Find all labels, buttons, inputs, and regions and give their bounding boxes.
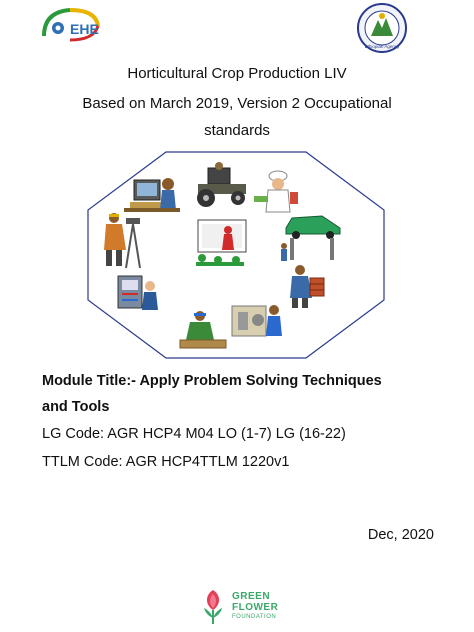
agency-seal-logo: [356, 2, 408, 54]
module-title-line-2: and Tools: [42, 399, 110, 415]
title-line-1: Horticultural Crop Production LIV: [127, 65, 347, 82]
seal-text: Ethiopian Agency: [364, 44, 400, 49]
machinist-icon: [232, 305, 282, 336]
lg-code: LG Code: AGR HCP4 M04 LO (1-7) LG (16-22): [42, 426, 346, 442]
ehe-logo: [40, 6, 102, 42]
ttlm-code: TTLM Code: AGR HCP4TTLM 1220v1: [42, 454, 290, 470]
footer-logo-line-1: GREEN: [232, 591, 271, 602]
footer-logo-line-3: FOUNDATION: [232, 614, 277, 620]
occupations-illustration: [86, 150, 386, 360]
teacher-icon: [196, 220, 246, 266]
document-date: Dec, 2020: [367, 527, 434, 543]
green-flower-foundation-logo: [198, 584, 284, 628]
footer-logo-line-2: FLOWER: [232, 602, 279, 613]
ehe-logo-text: EHE: [70, 21, 99, 37]
title-line-3: standards: [204, 122, 270, 139]
module-title-line-1: Module Title:- Apply Problem Solving Techniques: [42, 373, 382, 389]
title-line-2: Based on March 2019, Version 2 Occupational: [82, 95, 392, 112]
